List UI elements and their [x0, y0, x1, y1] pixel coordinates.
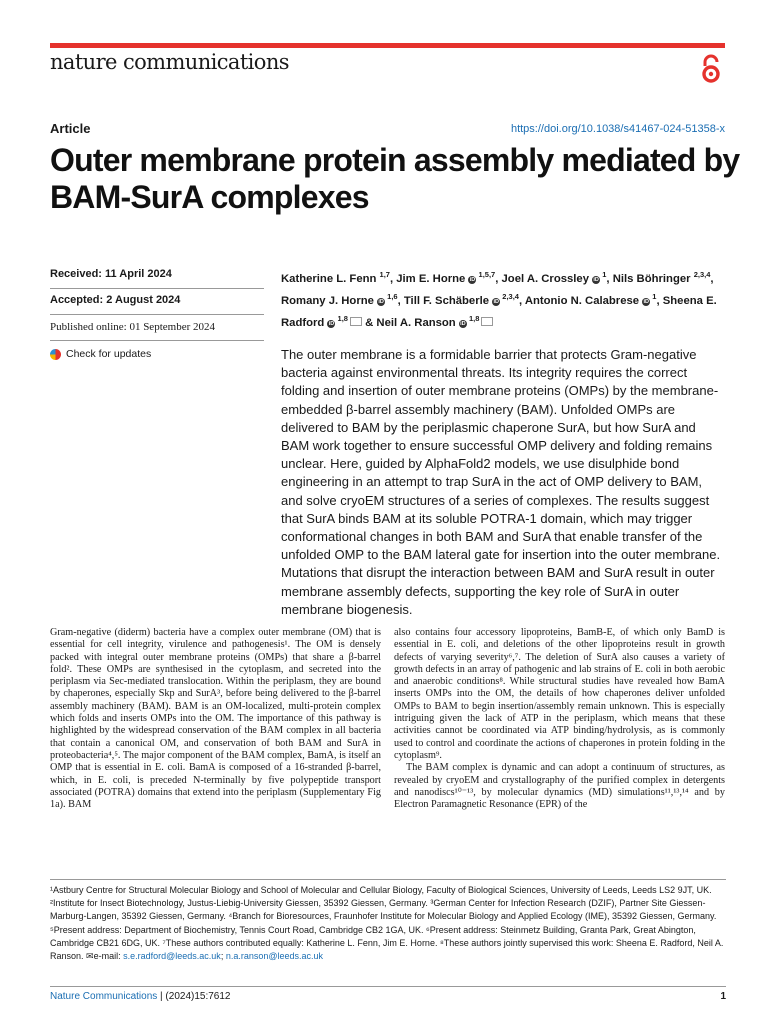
published-date: Published online: 01 September 2024 — [50, 315, 264, 341]
abstract: The outer membrane is a formidable barrier that protects Gram-negative bacteria against environmental threats. Its integrity requires the correct folding and insertion of outer membrane proteins (OMPs) by the membrane-embedded β-barrel assembly machinery (BAM). Unfolded OMPs are delivered to BAM by the periplasmic chaperone SurA, but how SurA and BAM work together to ensure successful OMP delivery and folding remains unclear. Here, guided by AlphaFold2 models, we use disulphide bond engineering in an attempt to trap SurA in the act of OMP delivery to BAM, and solve cryoEM structures of a series of complexes. The results suggest that SurA binds BAM at its soluble POTRA-1 domain, which may trigger conformational changes in both BAM and SurA that enable transfer of the unfolded OMP to the BAM lateral gate for insertion into the outer membrane. Mutations that disrupt the interaction between BAM and SurA result in outer membrane assembly defects, supporting the key role of SurA in outer membrane biogenesis. — [281, 347, 721, 617]
affiliations-text: ¹Astbury Centre for Structural Molecular Biology and School of Molecular and Cellular Biology, Faculty of Biological Sciences, University of Leeds, Leeds LS2 9JT, UK. ²Institute for Insect Biotechnology, Justus-Liebig-University Giessen, 35392 Giessen, Germany. ³German Center for Infection Research (DZIF), Partner Site Giessen-Marburg-Langen, 35392 Giessen, Germany. ⁴Branch for Bioresources, Fraunhofer Institute for Molecular Biology and Applied Ecology (IME), 35392 Giessen, Germany. ⁵Present address: Department of Biochemistry, Tennis Court Road, Cambridge CB2 1GA, UK. ⁶Present address: Steinmetz Building, Granta Park, Great Abington, Cambridge CB21 6DG, UK. ⁷These authors contributed equally: Katherine L. Fenn, Jim E. Horne. ⁸These authors jointly supervised this work: Sheena E. Radford, Neil A. Ranson. — [50, 885, 724, 962]
email-link-ranson[interactable]: n.a.ranson@leeds.ac.uk — [225, 951, 324, 962]
email-icon: ✉ — [86, 951, 94, 962]
body-paragraph: Gram-negative (diderm) bacteria have a complex outer membrane (OM) that is essential for cell integrity, virulence and pathogenesis¹. The OM is densely packed with integral outer membrane proteins (OMPs) that share a β-barrel fold². These OMPs are synthesised in the cytoplasm, and secreted into the periplasm via Sec-mediated translocation. Within the periplasm, they are bound by chaperones, especially Skp and SurA³, before being delivered to the β-barrel assembly machinery (BAM). BAM is an OM-localized, multi-protein complex which folds and inserts OMPs into the OM. The importance of this pathway is highlighted by the widespread conservation of the BAM complex in all bacteria that contain a canonical OM, and conservation of both BAM and SurA in proteobacteria⁴,⁵. The major component of the BAM complex, BamA, is itself an OMP that is essential in E. coli. BamA is composed of a 16-stranded β-barrel, which, in E. coli, is preceded N-terminally by five polypeptide transport associated (POTRA) domains that extend into the periplasm (Supplementary Fig 1a). BAM — [50, 627, 381, 811]
author-name[interactable]: Jim E. Horne — [396, 272, 466, 285]
header-rule — [50, 43, 725, 48]
orcid-icon[interactable]: iD — [593, 276, 599, 283]
author-name[interactable]: Nils Böhringer — [612, 272, 691, 285]
author-affiliation-sup: 1 — [600, 270, 607, 279]
author-name[interactable]: Neil A. Ranson — [376, 317, 456, 330]
check-updates-icon — [50, 349, 61, 360]
author-affiliation-sup: 2,3,4 — [693, 270, 711, 279]
article-type: Article — [50, 121, 91, 136]
email-icon[interactable] — [481, 317, 493, 326]
author-list: Katherine L. Fenn $^{1,7}$, Jim E. Horne iD $^{1,5,7}$, Joel A. Crossley iD $^1$, Nils Böhringer $^{2,3,4}$, Romany J. Horne iD $^{1,6}$, Till F. Schäberle iD $^{2,3,4}$, Antonio N. Calabrese iD $^1$, Sheena E. Radford iD $^{1,8}$ & Neil A. Ranson iD $^{1,8}$ — [281, 270, 717, 330]
open-access-icon[interactable] — [700, 54, 722, 84]
author-affiliation-sup: 1 — [650, 292, 657, 302]
orcid-icon[interactable]: iD — [460, 321, 466, 328]
footer-citation: | (2024)15:7612 — [160, 991, 231, 1002]
orcid-icon[interactable]: iD — [493, 298, 499, 305]
dates-panel — [50, 262, 264, 360]
page-footer — [50, 986, 726, 1002]
author-name[interactable]: Romany J. Horne — [281, 294, 374, 307]
doi-link[interactable]: https://doi.org/10.1038/s41467-024-51358-x — [510, 123, 725, 135]
orcid-icon[interactable]: iD — [469, 276, 476, 283]
author-affiliation-sup: 1,6 — [385, 292, 398, 302]
affiliations-footnote: ¹Astbury Centre for Structural Molecular Biology and School of Molecular and Cellular Biology, Faculty of Biological Sciences, University of Leeds, Leeds LS2 9JT, UK. ²Institute for Insect Biotechnology, Justus-Liebig-University Giessen, 35392 Giessen, Germany. ³German Center for Infection Research (DZIF), Partner Site Giessen-Marburg-Langen, 35392 Giessen, Germany. ⁴Branch for Bioresources, Fraunhofer Institute for Molecular Biology and Applied Ecology (IME), 35392 Giessen, Germany. ⁵Present address: Department of Biochemistry, Tennis Court Road, Cambridge CB2 1GA, UK. ⁶Present address: Steinmetz Building, Granta Park, Great Abington, Cambridge CB21 6DG, UK. ⁷These authors contributed equally: Katherine L. Fenn, Jim E. Horne. ⁸These authors jointly supervised this work: Sheena E. Radford, Neil A. Ranson. ✉e-mail: s.e.radford@leeds.ac.uk; n.a.ranson@leeds.ac.uk — [50, 879, 726, 963]
author-name[interactable]: Joel A. Crossley — [501, 272, 590, 285]
author-affiliation-sup: 1,8 — [335, 314, 348, 324]
page-number: 1 — [720, 991, 726, 1002]
check-updates-button[interactable] — [50, 341, 264, 360]
email-icon[interactable] — [350, 317, 362, 326]
author-affiliation-sup: 1,8 — [466, 314, 480, 324]
body-paragraph: The BAM complex is dynamic and can adopt a continuum of structures, as revealed by cryoEM and crystallography of the purified complex in detergents and nanodiscs¹⁰⁻¹³, by molecular dynamics (MD) simulations¹¹,¹³,¹⁴ and by Electron Paramagnetic Resonance (EPR) of the — [394, 762, 725, 811]
journal-name: nature communications — [50, 50, 289, 74]
email-label: e-mail: — [93, 951, 121, 962]
author-affiliation-sup: 1,7 — [379, 270, 390, 279]
author-affiliation-sup: 1,5,7 — [476, 270, 496, 279]
author-name[interactable]: Sheena E. Radford — [281, 294, 717, 330]
body-paragraph: also contains four accessory lipoproteins, BamB-E, of which only BamD is essential in E. coli, and deletions of the other lipoproteins result in growth defects of varying severity⁶,⁷. The deletion of SurA also causes a variety of growth defects in an array of pathogenic and lab strains of E. coli in both aerobic and anaerobic conditions⁸. While structural studies have revealed how BamA inserts OMPs into the OM, the details of how chaperones deliver unfolded OMPs to BAM to begin insertion/assembly remain unknown. This is especially intriguing given the lack of ATP in the periplasm, which means that these activities cannot be coordinated via ATP binding/hydrolysis, as is commonly used to control and coordinate the actions of chaperones in protein folding in the cytoplasm⁹. — [394, 627, 725, 761]
author-name[interactable]: Antonio N. Calabrese — [524, 294, 640, 307]
article-title: Outer membrane protein assembly mediated by BAM-SurA complexes — [50, 142, 740, 215]
footer-journal[interactable]: Nature Communications — [50, 991, 158, 1002]
orcid-icon[interactable]: iD — [328, 321, 335, 328]
body-column-left — [50, 627, 381, 811]
orcid-icon[interactable]: iD — [643, 298, 649, 305]
author-name[interactable]: Katherine L. Fenn — [281, 272, 377, 285]
received-date: Received: 11 April 2024 — [50, 262, 264, 289]
body-column-right — [394, 627, 725, 811]
check-updates-label: Check for updates — [66, 348, 152, 360]
author-affiliation-sup: 2,3,4 — [500, 292, 519, 302]
author-name[interactable]: Till F. Schäberle — [403, 294, 490, 307]
accepted-date: Accepted: 2 August 2024 — [50, 289, 264, 315]
orcid-icon[interactable]: iD — [378, 298, 384, 305]
email-link-radford[interactable]: s.e.radford@leeds.ac.uk — [123, 951, 221, 962]
